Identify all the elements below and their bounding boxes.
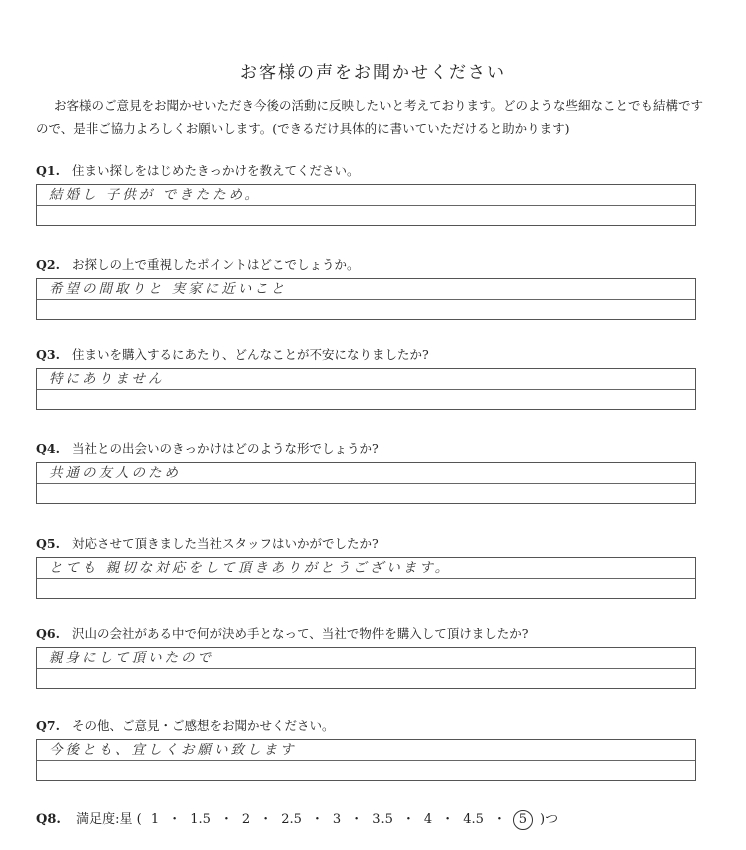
rating-option[interactable]: 1 xyxy=(150,812,160,827)
question-text: 住まいを購入するにあたり、どんなことが不安になりましたか? xyxy=(72,347,429,362)
question-4 xyxy=(36,440,696,504)
question-text: 当社との出会いのきっかけはどのような形でしょうか? xyxy=(72,441,379,456)
rating-option[interactable]: 3.5 xyxy=(372,812,393,827)
intro-text: お客様のご意見をお聞かせいただき今後の活動に反映したいと考えております。どのような些細なことでも結構ですので、是非ご協力よろしくお願いします。(できるだけ具体的に書いていただけると助かります) xyxy=(36,98,704,136)
question-number: Q1. xyxy=(36,163,60,178)
rating-open-paren: ( xyxy=(136,812,142,827)
answer-line xyxy=(37,483,695,484)
handwritten-answer: 結婚し 子供が できたため。 xyxy=(49,187,262,203)
rating-separator: ・ xyxy=(310,812,324,827)
rating-close: )つ xyxy=(540,812,559,827)
answer-box[interactable] xyxy=(36,647,696,689)
rating-option[interactable]: 4 xyxy=(423,812,433,827)
rating-option[interactable]: 3 xyxy=(332,812,342,827)
question-number: Q7. xyxy=(36,718,60,733)
rating-separator: ・ xyxy=(350,812,364,827)
answer-line xyxy=(37,389,695,390)
handwritten-answer: 希望の間取りと 実家に近いこと xyxy=(49,281,288,297)
question-text: その他、ご意見・ご感想をお聞かせください。 xyxy=(72,718,335,733)
rating-option[interactable]: 2.5 xyxy=(281,812,302,827)
handwritten-answer: 共通の友人のため xyxy=(49,465,181,481)
answer-box[interactable] xyxy=(36,557,696,599)
rating-option[interactable]: 2 xyxy=(241,812,251,827)
question-5 xyxy=(36,535,696,599)
question-number: Q4. xyxy=(36,441,60,456)
question-text: お探しの上で重視したポイントはどこでしょうか。 xyxy=(72,257,360,272)
rating-separator: ・ xyxy=(219,812,233,827)
question-number: Q2. xyxy=(36,257,60,272)
question-2 xyxy=(36,256,696,320)
question-number: Q6. xyxy=(36,626,60,641)
rating-separator: ・ xyxy=(441,812,455,827)
answer-box[interactable] xyxy=(36,462,696,504)
handwritten-answer: 特にありません xyxy=(49,371,165,387)
handwritten-answer: 今後とも、宜しくお願い致します xyxy=(49,742,297,758)
question-3 xyxy=(36,346,696,410)
question-6 xyxy=(36,625,696,689)
page-title: お客様の声をお聞かせください xyxy=(240,63,506,83)
question-text: 住まい探しをはじめたきっかけを教えてください。 xyxy=(72,163,360,178)
answer-line xyxy=(37,760,695,761)
answer-box[interactable] xyxy=(36,368,696,410)
handwritten-answer: 親身にして頂いたので xyxy=(49,650,214,666)
question-text: 沢山の会社がある中で何が決め手となって、当社で物件を購入して頂けましたか? xyxy=(72,626,529,641)
answer-box[interactable] xyxy=(36,278,696,320)
question-1 xyxy=(36,162,696,226)
satisfaction-rating xyxy=(36,808,716,830)
answer-line xyxy=(37,668,695,669)
rating-label: 満足度:星 xyxy=(76,812,133,827)
answer-line xyxy=(37,299,695,300)
answer-box[interactable] xyxy=(36,184,696,226)
rating-separator: ・ xyxy=(259,812,273,827)
answer-line xyxy=(37,578,695,579)
question-text: 対応させて頂きました当社スタッフはいかがでしたか? xyxy=(72,536,379,551)
rating-options xyxy=(146,812,536,827)
rating-separator: ・ xyxy=(168,812,182,827)
handwritten-answer: とても 親切な対応をして頂きありがとうございます。 xyxy=(49,560,452,576)
rating-option[interactable]: 1.5 xyxy=(190,812,211,827)
question-number: Q8. xyxy=(36,812,61,827)
answer-line xyxy=(37,205,695,206)
rating-option[interactable]: 4.5 xyxy=(463,812,484,827)
question-number: Q3. xyxy=(36,347,60,362)
rating-separator: ・ xyxy=(401,812,415,827)
question-number: Q5. xyxy=(36,536,60,551)
answer-box[interactable] xyxy=(36,739,696,781)
question-7 xyxy=(36,717,696,781)
rating-option-selected[interactable]: 5 xyxy=(513,810,533,830)
rating-separator: ・ xyxy=(492,812,506,827)
